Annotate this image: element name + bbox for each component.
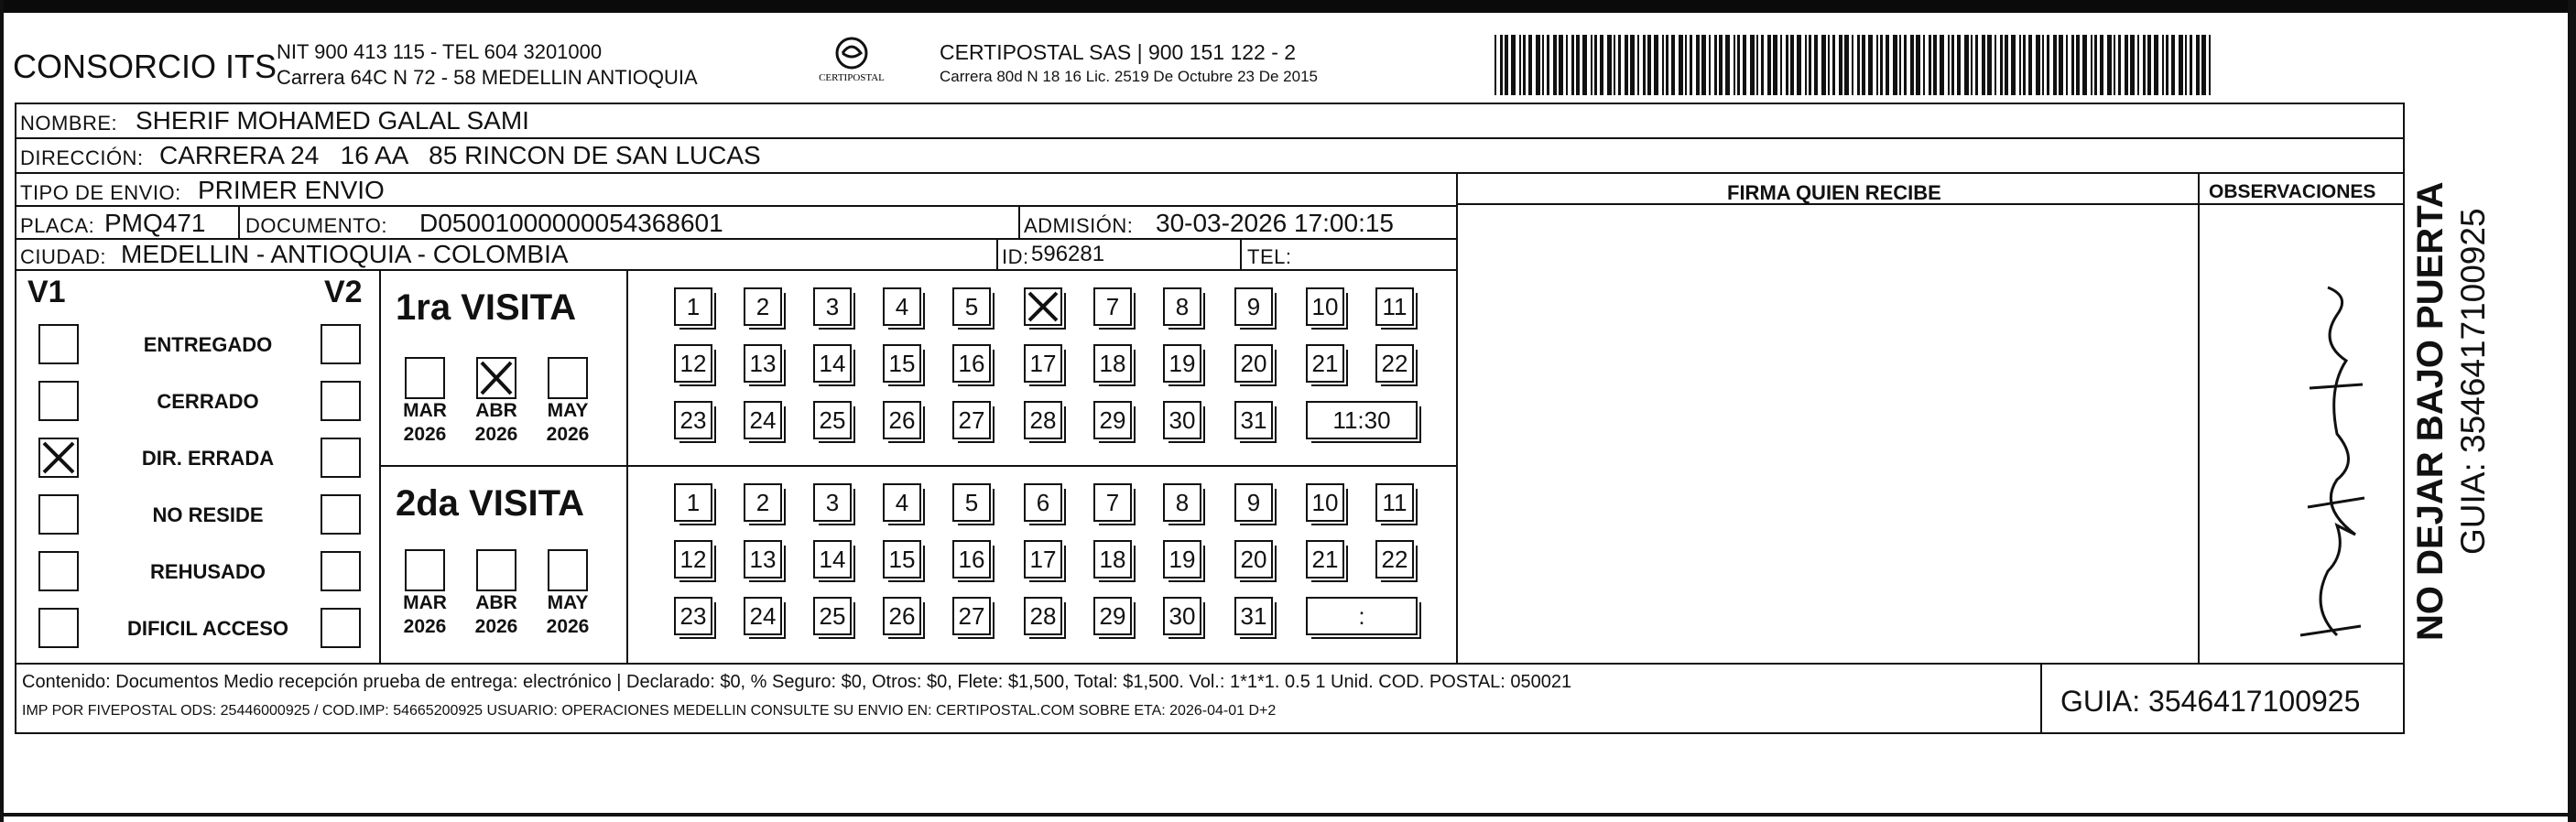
firma-header: FIRMA QUIEN RECIBE	[1727, 181, 1941, 204]
barcode-bar	[1495, 35, 1496, 95]
barcode-bar	[1767, 35, 1771, 95]
barcode-bar	[1957, 35, 1961, 95]
barcode-bar	[1821, 35, 1826, 95]
v2-checkbox[interactable]	[321, 438, 361, 478]
month-label: MAR	[403, 400, 447, 421]
day-box[interactable]: 17	[1024, 344, 1062, 383]
day-box[interactable]: 19	[1163, 344, 1201, 383]
no-dejar-text: NO DEJAR BAJO PUERTA	[2410, 181, 2451, 641]
barcode-bar	[1696, 35, 1700, 95]
barcode-bar	[2036, 35, 2040, 95]
barcode-bar	[2147, 35, 2151, 95]
check-x-mark	[40, 439, 77, 476]
check-x-mark	[478, 359, 515, 397]
day-box[interactable]: 30	[1163, 597, 1201, 635]
barcode-bar	[2076, 35, 2080, 95]
barcode-bar	[1614, 35, 1615, 95]
barcode-bar	[1797, 35, 1801, 95]
barcode-bar	[2171, 35, 2175, 95]
ciudad-value: MEDELLIN - ANTIOQUIA - COLOMBIA	[121, 240, 569, 268]
day-box[interactable]: 26	[883, 597, 921, 635]
v1-checkbox[interactable]	[38, 381, 79, 421]
month-label: ABR	[475, 400, 517, 421]
day-box[interactable]: 23	[674, 597, 712, 635]
barcode-bar	[1828, 35, 1830, 95]
barcode-bar	[1982, 35, 1985, 95]
tipo-label: TIPO DE ENVIO:	[20, 181, 181, 204]
barcode-bar	[1576, 35, 1580, 95]
barcode-bar	[1975, 35, 1978, 95]
barcode-bar	[1948, 35, 1950, 95]
day-box[interactable]: 12	[674, 344, 712, 383]
day-box[interactable]: 9	[1234, 287, 1273, 326]
barcode-bar	[2059, 35, 2063, 95]
admision-value: 30-03-2026 17:00:15	[1156, 209, 1394, 237]
barcode-bar	[2179, 35, 2183, 95]
barcode-bar	[1519, 35, 1521, 95]
v1-checkbox[interactable]	[38, 438, 79, 478]
status-label: REHUSADO	[150, 560, 266, 583]
v2-checkbox[interactable]	[321, 324, 361, 364]
barcode-bar	[1876, 35, 1878, 95]
day-box[interactable]: 15	[883, 344, 921, 383]
visit2-title: 2da VISITA	[396, 483, 584, 524]
day-box[interactable]: 13	[744, 540, 782, 579]
barcode-bar	[1814, 35, 1818, 95]
day-box[interactable]: 6	[1024, 483, 1062, 522]
barcode-bar	[1933, 35, 1937, 95]
day-box[interactable]: 2	[744, 287, 782, 326]
barcode-bar	[1523, 35, 1526, 95]
barcode-bar	[2000, 35, 2003, 95]
row-placa	[16, 207, 1456, 240]
month-label: MAR	[403, 592, 447, 613]
barcode-bar	[1607, 35, 1612, 95]
day-box[interactable]: 14	[813, 344, 852, 383]
barcode-bar	[1862, 35, 1865, 95]
barcode-bar	[2137, 35, 2139, 95]
barcode-bar	[1756, 35, 1758, 95]
barcode-bar	[1910, 35, 1914, 95]
month-checkbox[interactable]	[476, 549, 516, 591]
documento-value: D05001000000054368601	[419, 209, 723, 237]
day-box[interactable]: 29	[1093, 401, 1132, 439]
barcode-bar	[1600, 35, 1603, 95]
day-box[interactable]: 17	[1024, 540, 1062, 579]
v1-label: V1	[27, 275, 66, 309]
barcode-bar	[2130, 35, 2135, 95]
day-box[interactable]: 27	[952, 597, 991, 635]
month-label: MAY	[547, 592, 589, 613]
barcode-bar	[1940, 35, 1944, 95]
barcode-bar	[2209, 35, 2211, 95]
barcode-bar	[1662, 35, 1664, 95]
barcode-bar	[1547, 35, 1549, 95]
barcode-bar	[2082, 35, 2087, 95]
barcode-bar	[1809, 35, 1811, 95]
row-nombre	[16, 104, 2403, 139]
barcode-bar	[1951, 35, 1954, 95]
barcode-bar	[2094, 35, 2097, 95]
top-border	[0, 0, 2576, 13]
day-box[interactable]: 11	[1375, 483, 1414, 522]
month-checkbox[interactable]	[548, 549, 588, 591]
day-box[interactable]: 22	[1375, 540, 1414, 579]
barcode-bar	[1643, 35, 1646, 95]
barcode-bar	[1743, 35, 1746, 95]
barcode-bar	[1714, 35, 1717, 95]
day-box[interactable]: 26	[883, 401, 921, 439]
time-box[interactable]: :	[1306, 597, 1418, 635]
barcode-bar	[2143, 35, 2146, 95]
barcode-bar	[1987, 35, 1992, 95]
day-box[interactable]: 31	[1234, 597, 1273, 635]
barcode-bar	[2114, 35, 2115, 95]
barcode-bar	[1553, 35, 1557, 95]
barcode-bar	[1852, 35, 1853, 95]
barcode-bar	[1559, 35, 1563, 95]
bottom-border	[4, 813, 2568, 817]
day-box[interactable]: 25	[813, 597, 852, 635]
day-box[interactable]: 5	[952, 483, 991, 522]
day-box[interactable]: 4	[883, 287, 921, 326]
barcode-bar	[1666, 35, 1668, 95]
barcode-bar	[1582, 35, 1587, 95]
day-box[interactable]: 18	[1093, 540, 1132, 579]
day-box[interactable]: 19	[1163, 540, 1201, 579]
tel-label: TEL:	[1247, 245, 1292, 268]
shipping-form	[15, 103, 2405, 734]
barcode-bar	[2019, 35, 2021, 95]
barcode-bar	[1790, 35, 1794, 95]
barcode-bar	[2071, 35, 2074, 95]
barcode-bar	[2005, 35, 2008, 95]
day-box[interactable]: 10	[1306, 287, 1344, 326]
barcode-bar	[1630, 35, 1635, 95]
day-box[interactable]: 16	[952, 344, 991, 383]
status-label: NO RESIDE	[152, 503, 264, 526]
barcode-bar	[2066, 35, 2068, 95]
status-label: ENTREGADO	[143, 333, 273, 356]
direccion-value: CARRERA 24 16 AA 85 RINCON DE SAN LUCAS	[159, 141, 761, 169]
barcode-bar	[2047, 35, 2049, 95]
barcode-bar	[1671, 35, 1675, 95]
barcode-bar	[2100, 35, 2103, 95]
barcode-bar	[1591, 35, 1592, 95]
barcode-bar	[1566, 35, 1568, 95]
documento-label: DOCUMENTO:	[245, 214, 387, 237]
id-label: ID:	[1002, 245, 1029, 268]
nombre-label: NOMBRE:	[20, 112, 118, 135]
barcode-bar	[2190, 35, 2192, 95]
day-box[interactable]: 3	[813, 483, 852, 522]
barcode-bar	[2196, 35, 2200, 95]
day-box[interactable]: 1	[674, 287, 712, 326]
day-box[interactable]: 15	[883, 540, 921, 579]
day-box[interactable]: 20	[1234, 540, 1273, 579]
day-box[interactable]: 21	[1306, 540, 1344, 579]
barcode-bar	[1725, 35, 1730, 95]
placa-label: PLACA:	[20, 214, 95, 237]
logo-text: CERTIPOSTAL	[819, 72, 885, 83]
barcode-bar	[1750, 35, 1755, 95]
row-ciudad	[16, 240, 1456, 271]
footer-guia: GUIA: 3546417100925	[2060, 685, 2361, 718]
day-box[interactable]: 25	[813, 401, 852, 439]
v1-checkbox[interactable]	[38, 324, 79, 364]
barcode-bar	[1625, 35, 1628, 95]
v2-checkbox[interactable]	[321, 381, 361, 421]
month-year: 2026	[403, 424, 447, 445]
barcode-bar	[1618, 35, 1621, 95]
status-label: DIFICIL ACCESO	[126, 617, 288, 640]
id-value: 596281	[1031, 242, 1105, 266]
day-box[interactable]: 8	[1163, 483, 1201, 522]
footer-print-info: IMP POR FIVEPOSTAL ODS: 25446000925 / COD.IMP: 54665200925 USUARIO: OPERACIONES MEDELLIN CONSULTE SU ENVIO EN: CERTIPOSTAL.COM SOBRE ETA: 2026-04-01 D+2	[22, 703, 1277, 719]
barcode-bar	[1780, 35, 1782, 95]
month-checkbox[interactable]	[476, 357, 516, 399]
certipostal-logo	[815, 33, 888, 97]
barcode-bar	[1542, 35, 1544, 95]
barcode-bar	[1964, 35, 1969, 95]
status-label: DIR. ERRADA	[141, 447, 275, 470]
observaciones-area[interactable]	[2200, 205, 2401, 661]
barcode-bar	[1734, 35, 1735, 95]
month-label: ABR	[475, 592, 517, 613]
barcode-bar	[1701, 35, 1706, 95]
barcode-bar	[1868, 35, 1873, 95]
side-guia: GUIA: 3546417100925	[2454, 208, 2492, 555]
status-label: CERRADO	[157, 390, 259, 413]
barcode-bar	[1844, 35, 1849, 95]
row-tipo	[16, 174, 1456, 207]
handwritten-signature	[2200, 205, 2401, 661]
barcode-bar	[1594, 35, 1597, 95]
license-line: Carrera 80d N 18 16 Lic. 2519 De Octubre 23 De 2015	[940, 68, 1318, 85]
barcode-bar	[1511, 35, 1516, 95]
barcode-bar	[1880, 35, 1883, 95]
barcode-bar	[1857, 35, 1860, 95]
barcode-bar	[1654, 35, 1658, 95]
barcode-bar	[2185, 35, 2187, 95]
day-box[interactable]: 20	[1234, 344, 1273, 383]
barcode-bar	[1637, 35, 1639, 95]
check-x-mark	[1026, 289, 1060, 324]
barcode-bar	[1761, 35, 1764, 95]
row-direccion	[16, 139, 2403, 174]
day-box[interactable]: 9	[1234, 483, 1273, 522]
day-box[interactable]: 24	[744, 401, 782, 439]
day-box[interactable]: 2	[744, 483, 782, 522]
day-box[interactable]: 31	[1234, 401, 1273, 439]
barcode-bar	[2023, 35, 2026, 95]
barcode-bar	[2028, 35, 2032, 95]
day-box[interactable]: 28	[1024, 401, 1062, 439]
barcode-bar	[1709, 35, 1711, 95]
barcode-bar	[1685, 35, 1687, 95]
month-year: 2026	[403, 616, 447, 637]
day-box[interactable]: 7	[1093, 483, 1132, 522]
day-box[interactable]: 4	[883, 483, 921, 522]
v2-checkbox[interactable]	[321, 608, 361, 648]
v1-checkbox[interactable]	[38, 494, 79, 535]
barcode-bar	[1647, 35, 1651, 95]
month-checkbox[interactable]	[548, 357, 588, 399]
day-box[interactable]: 3	[813, 287, 852, 326]
placa-value: PMQ471	[104, 209, 206, 237]
barcode-bar	[1886, 35, 1889, 95]
barcode-bar	[2042, 35, 2044, 95]
tipo-value: PRIMER ENVIO	[198, 176, 385, 204]
barcode-bar	[1904, 35, 1907, 95]
day-box[interactable]: 16	[952, 540, 991, 579]
day-box[interactable]: 21	[1306, 344, 1344, 383]
day-box[interactable]: 7	[1093, 287, 1132, 326]
nombre-value: SHERIF MOHAMED GALAL SAMI	[136, 106, 529, 135]
v1-checkbox[interactable]	[38, 608, 79, 648]
left-border	[0, 0, 4, 822]
v2-checkbox[interactable]	[321, 494, 361, 535]
barcode-bar	[2118, 35, 2121, 95]
day-box[interactable]: 28	[1024, 597, 1062, 635]
ciudad-label: CIUDAD:	[20, 245, 106, 268]
barcode-bar	[2201, 35, 2206, 95]
day-box[interactable]: 30	[1163, 401, 1201, 439]
v2-label: V2	[324, 275, 363, 309]
barcode-bar	[1719, 35, 1723, 95]
barcode-bar	[1505, 35, 1508, 95]
day-box[interactable]: 23	[674, 401, 712, 439]
barcode-bar	[1737, 35, 1740, 95]
barcode-bar	[2166, 35, 2168, 95]
month-year: 2026	[546, 616, 590, 637]
carrier-line: CERTIPOSTAL SAS | 900 151 122 - 2	[940, 40, 1297, 64]
time-box[interactable]: 11:30	[1306, 401, 1418, 439]
barcode-bar	[1916, 35, 1920, 95]
barcode-bar	[1971, 35, 1973, 95]
month-checkbox[interactable]	[405, 357, 445, 399]
day-box[interactable]: 29	[1093, 597, 1132, 635]
day-box[interactable]: 13	[744, 344, 782, 383]
barcode-bar	[1786, 35, 1788, 95]
barcode	[1495, 35, 2220, 95]
barcode-bar	[1893, 35, 1897, 95]
barcode-bar	[2125, 35, 2128, 95]
direccion-label: DIRECCIÓN:	[20, 146, 144, 169]
day-box[interactable]: 14	[813, 540, 852, 579]
barcode-bar	[1528, 35, 1532, 95]
day-box[interactable]: 11	[1375, 287, 1414, 326]
barcode-bar	[2053, 35, 2057, 95]
v1-checkbox[interactable]	[38, 551, 79, 591]
barcode-bar	[1690, 35, 1692, 95]
month-checkbox[interactable]	[405, 549, 445, 591]
barcode-bar	[1832, 35, 1835, 95]
day-box[interactable]: 5	[952, 287, 991, 326]
barcode-bar	[1839, 35, 1842, 95]
day-box[interactable]: 10	[1306, 483, 1344, 522]
day-box[interactable]	[1024, 287, 1062, 326]
right-border	[2568, 0, 2576, 822]
barcode-bar	[1929, 35, 1931, 95]
day-box[interactable]: 18	[1093, 344, 1132, 383]
barcode-bar	[2011, 35, 2016, 95]
month-year: 2026	[474, 616, 518, 637]
v2-checkbox[interactable]	[321, 551, 361, 591]
day-box[interactable]: 22	[1375, 344, 1414, 383]
barcode-bar	[1805, 35, 1807, 95]
day-box[interactable]: 27	[952, 401, 991, 439]
signature-area[interactable]	[1458, 205, 2196, 661]
day-box[interactable]: 24	[744, 597, 782, 635]
day-box[interactable]: 8	[1163, 287, 1201, 326]
barcode-bar	[1500, 35, 1503, 95]
admision-label: ADMISIÓN:	[1024, 214, 1134, 237]
company-name: CONSORCIO ITS	[13, 48, 277, 85]
day-box[interactable]: 12	[674, 540, 712, 579]
barcode-bar	[1899, 35, 1901, 95]
barcode-bar	[2091, 35, 2092, 95]
nit-line: NIT 900 413 115 - TEL 604 3201000	[277, 40, 603, 63]
barcode-bar	[1679, 35, 1683, 95]
barcode-bar	[1923, 35, 1925, 95]
barcode-bar	[1773, 35, 1777, 95]
barcode-bar	[2162, 35, 2164, 95]
footer-content: Contenido: Documentos Medio recepción prueba de entrega: electrónico | Declarado: $0, % Seguro: $0, Otros: $0, Flete: $1,500, Total: $1,500. Vol.: 1*1*1. 0.5 1 Unid. COD. POSTAL: 050021	[22, 672, 1572, 692]
barcode-bar	[2154, 35, 2158, 95]
barcode-bar	[2107, 35, 2112, 95]
visit1-title: 1ra VISITA	[396, 287, 577, 328]
day-box[interactable]: 1	[674, 483, 712, 522]
barcode-bar	[1536, 35, 1540, 95]
month-label: MAY	[547, 400, 589, 421]
month-year: 2026	[474, 424, 518, 445]
barcode-bar	[1994, 35, 1996, 95]
company-address: Carrera 64C N 72 - 58 MEDELLIN ANTIOQUIA	[277, 66, 698, 89]
observaciones-header: OBSERVACIONES	[2209, 181, 2376, 202]
barcode-bar	[1571, 35, 1574, 95]
month-year: 2026	[546, 424, 590, 445]
